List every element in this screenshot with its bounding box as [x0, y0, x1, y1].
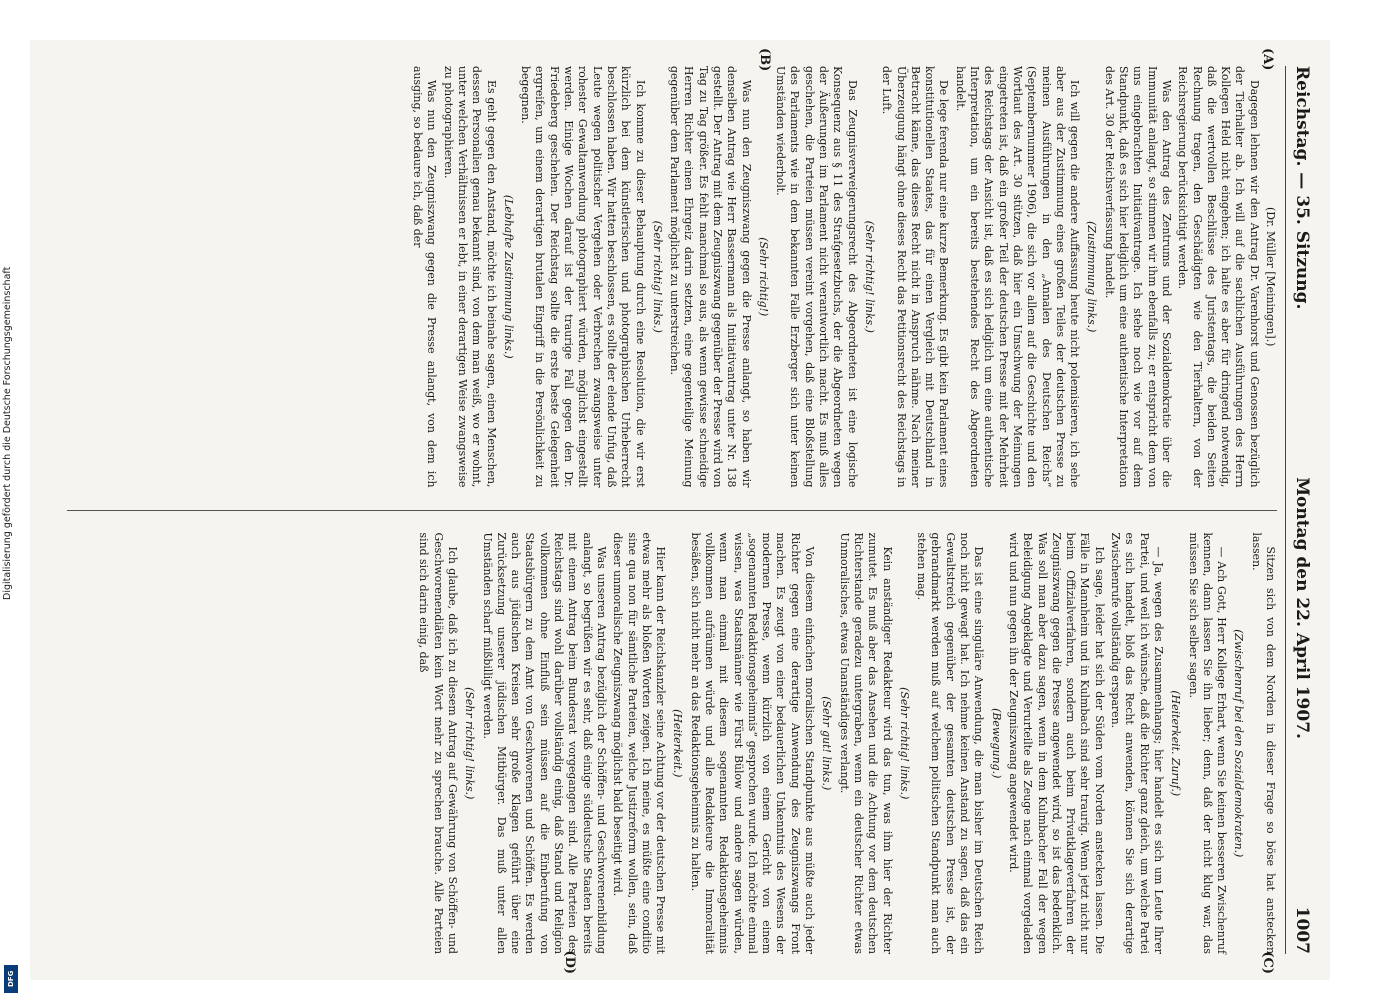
interjection: (Sehr richtig! links.): [463, 687, 477, 800]
interjection: (Lebhafte Zustimmung links.): [501, 194, 515, 359]
paragraph: Sitzen sich von dem Norden in dieser Frage so böse hat anstecken lassen.: [1249, 532, 1277, 954]
interjection: (Heiterkeit. Zuruf.): [1169, 690, 1183, 797]
speaker-label: (Dr. Müller [Meiningen].): [1264, 207, 1277, 347]
paragraph: Ich glaube, daß ich zu diesem Antrag auf Gewährung von Schöffen- und Geschworenendiäten kein Wort mehr zu sprechen brauche. Alle Parteien sind sich darin einig, daß: [417, 532, 459, 954]
paragraph: — Ach Gott, Herr Kollege Erhart, wenn Sie keinen besseren Zwischenruf kennen, dann lassen Sie ihn lieber; denn, daß der nicht klug war, das müssen Sie sich selber sagen.: [1186, 532, 1229, 954]
paragraph: Dagegen lehnen wir den Antrag Dr. Varenhorst und Genossen bezüglich der Tierhalter ab. Ich will auf die sachlichen Ausführungen des Herrn Kollegen Held nicht eingehen; ich halte es aber für dringend notwendig, daß die wertvollen Beschlüsse des Juristentags, die beiden Seiten Rechnung tragen, den Geschädigten wie den Tierhaltern, von der Reichsregierung berücksichtigt werden.: [1176, 66, 1261, 488]
paragraph: Ich komme zu dieser Behauptung durch eine Resolution, die wir erst kürzlich bei dem künstlerischen und photographischen Urheberrecht beschlossen haben. Wir hatten beschlossen, es sollte der elende Unfug, daß Leute wegen politischer Vergehen oder Verbrechen zwangsweise unter rohester Gewaltanwendung photographiert würden, möglichst eingestellt werden. Einige Wochen darauf ist der traurige Fall gegen den Dr. Friedeberg geschehen. Der Reichstag sollte die erste beste Gelegenheit ergreifen, um einem derartigen brutalen Eingriff in die Persönlichkeit zu begegnen.: [519, 66, 647, 488]
interjection: (Sehr richtig! links.): [862, 220, 876, 333]
paragraph: Von diesem einfachen moralischen Standpunkte aus müßte auch jeder Richter gegen eine derartige Anwendung des Zeugniszwangs Front machen. Es zeugt von einer bedauerlichen Unkenntnis des Wesens der modernen Presse, wenn kürzlich von einem Gericht von einem „sogenannten Redaktionsgeheimnis“ gesprochen wurde. Ich möchte einmal wissen, was Staatsmänner wie Fürst Bülow und andere sagen würden, wenn man einmal mit diesem sogenannten Redaktionsgeheimnis vollkommen aufräumen würde und alle Redakteure die Immoralität besäßen, sich nicht mehr an das Redaktionsgeheimnis zu halten.: [688, 532, 817, 954]
interjection: (Sehr richtig!): [756, 237, 770, 317]
paragraph: Hier kann der Reichskanzler seine Achtung vor der deutschen Presse mit etwas mehr als bloßen Worten zeigen. Ich meine, es müßte eine conditio sine qua non für sämtliche Parteien, welche Justizreform wollen, sein, daß dieser unmoralische Zeugniszwang möglichst bald beseitigt wird.: [611, 532, 668, 954]
interjection: (Sehr richtig! links.): [650, 220, 664, 333]
rotated-page-content: [30, 40, 1330, 980]
dfg-credit-text: Digitalisierung gefördert durch die Deutsche Forschungsgemeinschaft: [2, 266, 13, 600]
header-date: Montag den 22. April 1907.: [1292, 477, 1312, 739]
interjection: (Zustimmung links.): [1085, 221, 1099, 333]
margin-mark-b: (B): [757, 48, 772, 72]
margin-mark-c: (C): [1260, 951, 1275, 974]
margin-mark-d: (D): [562, 950, 577, 974]
text-columns: [67, 48, 1277, 974]
paragraph: De lege ferenda nur eine kurze Bemerkung. Es gibt kein Parlament eines konstitutionellen Staates, das für einen Vergleich mit Deutschland in Betracht käme, das dieses Recht nicht in Anspruch nähme. Nach meiner Überzeugung hängt ohne dieses Recht das Petitionsrecht des Reichstags in der Luft.: [880, 66, 951, 488]
column-divider: [67, 510, 1277, 511]
paragraph: Was unseren Antrag bezüglich der Schöffen- und Geschworenenbildung anlangt, so begrüßen wir es sehr, daß einige süddeutsche Staaten bereits mit einem Antrag beim Bundesrat vorgegangen sind. Alle Parteien des Reichstags sind wohl darüber vollständig einig, daß Stand und Religion vollkommen ohne Einfluß sein müssen auf die Einberufung von Staatsbürgern zu dem Amt von Geschworenen und Schöffen. Es werden auch aus jüdischen Kreisen sehr große Klagen geführt über eine Zurücksetzung unserer jüdischen Mitbürger. Das muß unter allen Umständen scharf mißbilligt werden.: [480, 532, 608, 954]
interjection: (Zwischenruf bei den Sozialdemokraten.): [1232, 629, 1246, 858]
left-column: [67, 66, 1277, 488]
paragraph: Ich sage, leider hat sich der Süden vom Norden anstecken lassen. Die Fälle in Mannheim und in Kulmbach sind sehr traurig. Wenn jetzt nicht nur beim Offizialverfahren, sondern auch beim Privatklageverfahren der Zeugniszwang gegen die Presse angewendet wird, so ist das bedenklich. Was soll man aber dazu sagen, wenn in dem Kulmbacher Fall der wegen Beleidigung Angeklagte und Verurteilte als Zeuge nach einmal vorgeladen wird und nun gegen ihn der Zeugniszwang angewendet wird.: [1006, 532, 1106, 954]
interjection: (Sehr gut! links.): [820, 696, 834, 791]
header-left: Reichstag. — 35. Sitzung.: [1292, 66, 1312, 310]
paragraph: Kein anständiger Redakteur wird das tun, was ihm hier der Richter zumutet. Es muß aber das Ansehen und die Achtung vor dem deutschen Richterstande geradezu untergraben, wenn ein deutscher Richter etwas Unmoralisches, etwas Unanständiges verlangt.: [837, 532, 894, 954]
paragraph: Was nun den Zeugniszwang gegen die Presse anlangt, so haben wir denselben Antrag wie Herr Bassermann als Initiativantrag unter Nr. 138 gestellt. Der Antrag mit dem Zeugniszwang gegenüber der Presse wird von Tag zu Tag größer. Es fehlt manchmal so aus, als wenn gewisse schneidige Herren Richter einen Ehrgeiz darin setzten, eine gegenteilige Meinung gegenüber dem Parlament möglichst zu unterstreichen.: [668, 66, 753, 488]
paragraph: Ich will gegen die andere Auffassung heute nicht polemisieren, ich sehe aber aus der Zustimmung eines großen Teiles der deutschen Presse zu meinen Ausführungen in den „Annalen des Deutschen Reichs“ (Septembernummer 1906), die sich vor allem auf die Geschichte und den Wortlaut des Art. 30 stützen, daß hier ein Umschwung der Meinungen eingetreten ist, daß ein großer Teil der deutschen Presse mit der Mehrheit des Reichstags der Ansicht ist, daß es sich lediglich um eine authentische Interpretation, um ein bereits bestehendes Recht des Abgeordneten handelt.: [953, 66, 1082, 488]
margin-mark-a: (A): [1260, 48, 1275, 71]
paragraph: Was den Antrag des Zentrums und der Sozialdemokratie über die Immunität anlangt, so stimmen wir ihm ebenfalls zu; er entspricht dem von uns eingebrachten Initiativantrage. Ich stehe noch wie vor auf dem Standpunkt, daß es sich hier lediglich um eine authentische Interpretation des Art. 30 der Reichsverfassung handelt.: [1102, 66, 1173, 488]
scanned-page: [30, 40, 1330, 980]
interjection: (Bewegung.): [989, 708, 1003, 779]
page-number: 1007: [1292, 906, 1312, 954]
paragraph: Das ist eine singuläre Anwendung, die man bisher im Deutschen Reich noch nicht gewagt hat. Ich nehme keinen Anstand zu sagen, daß das ein Gewaltstreich gegenüber der gesamten deutschen Presse ist, der gebrandmarkt werden muß auf welchem politischen Standpunkt man auch stehen mag.: [915, 532, 986, 954]
paragraph: Es geht gegen den Anstand, möchte ich beinahe sagen, einen Menschen, dessen Personalien genau bekannt sind, von dem man weiß, wo er wohnt, unter welchen Verhältnissen er lebt, in einer derartigen Weise zwangsweise zu photographieren.: [441, 66, 498, 488]
dfg-logo: DFG: [4, 965, 18, 993]
interjection: (Sehr richtig! links.): [897, 687, 911, 800]
paragraph: Das Zeugnisverweigerungsrecht des Abgeordneten ist eine logische Konsequenz aus § 11 des Strafgesetzbuchs, der die Abgeordneten wegen der Äußerungen im Parlament nicht verantwortlich macht. Es muß alles geschehen, die Parteien müssen vereint vorgehen, daß eine Bloßstellung des Parlaments wie in dem bekannten Falle Erzberger sich unter keinen Umständen wiederholt.: [774, 66, 859, 488]
paragraph: Was nun den Zeugniszwang gegen die Presse anlangt, von dem ich ausging, so bedaure ich, daß der: [411, 66, 439, 488]
paragraph: — Ja, wegen des Zusammenhangs; hier handelt es sich um Leute Ihrer Partei, und weil ich wünsche, daß die Richter ganz gleich, um welche Partei es sich handelt, bloß das Recht anwenden, können Sie sich derartige Zwischenrufe vollständig ersparen.: [1109, 532, 1165, 954]
right-column: [67, 533, 1277, 955]
interjection: (Heiterkeit.): [671, 709, 685, 778]
running-header: [1285, 66, 1312, 954]
